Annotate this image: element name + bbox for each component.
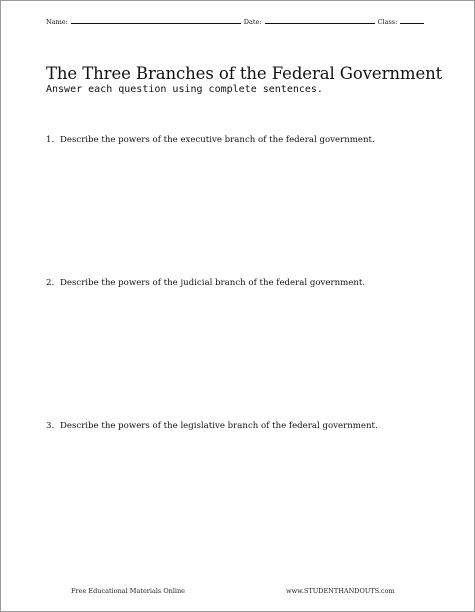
footer-left: Free Educational Materials Online — [71, 587, 186, 595]
class-blank — [400, 16, 424, 24]
question-1 — [46, 135, 375, 145]
page-title: The Three Branches of the Federal Government — [46, 64, 443, 83]
student-info-header — [46, 16, 427, 26]
instructions: Answer each question using complete sentences. — [46, 84, 323, 95]
question-text: Describe the powers of the judicial branch of the federal government. — [60, 278, 366, 288]
question-2 — [46, 278, 365, 288]
question-text: Describe the powers of the legislative branch of the federal government. — [60, 421, 378, 431]
class-label: Class: — [377, 18, 398, 26]
question-text: Describe the powers of the executive branch of the federal government. — [60, 135, 375, 145]
question-number: 1. — [46, 135, 55, 145]
question-number: 2. — [46, 278, 55, 288]
question-number: 3. — [46, 421, 55, 431]
date-blank — [265, 16, 375, 24]
question-3 — [46, 421, 378, 431]
name-blank — [71, 16, 241, 24]
date-label: Date: — [243, 18, 262, 26]
footer-right: www.STUDENTHANDOUTS.com — [286, 587, 395, 595]
name-label: Name: — [46, 18, 68, 26]
